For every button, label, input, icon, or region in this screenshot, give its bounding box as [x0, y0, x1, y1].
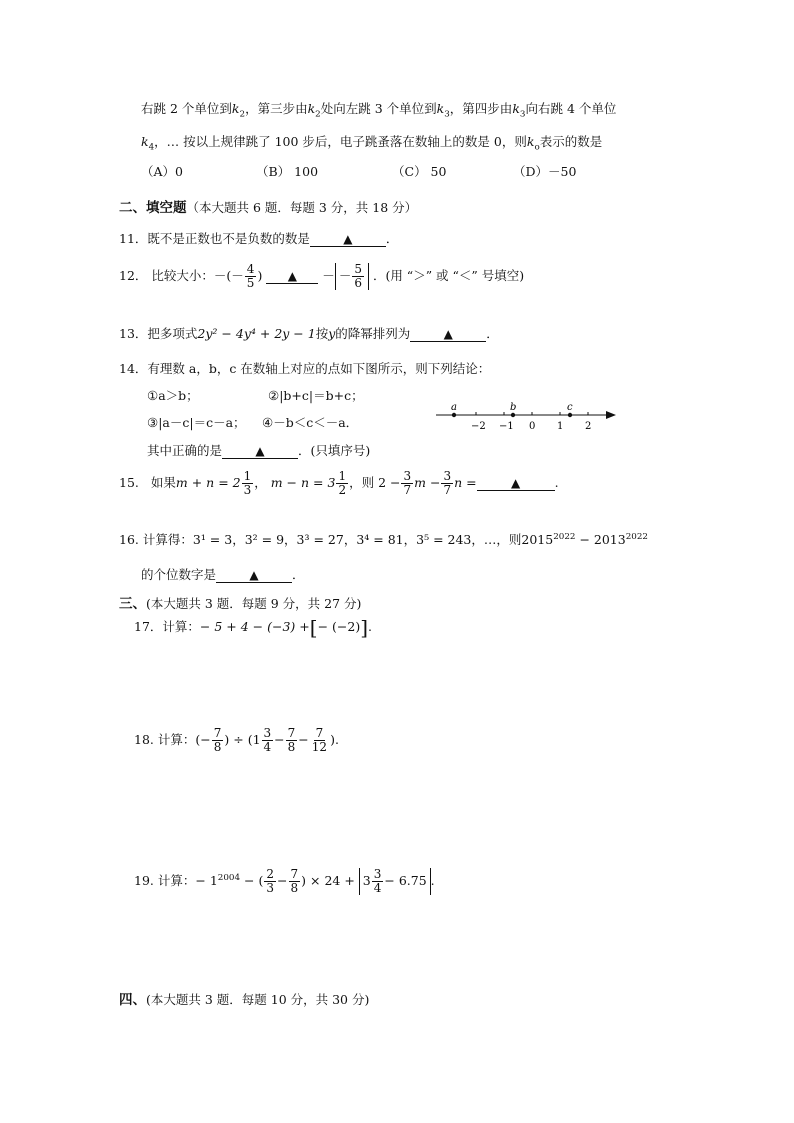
section-title: 二、填空题 [119, 200, 187, 216]
fraction: $\frac{7}{8}$ [287, 726, 296, 754]
section-title: 三、 [119, 596, 146, 612]
section-note: （本大题共 6 题．每题 3 分，共 18 分） [186, 200, 418, 215]
fraction: $\frac{3}{7}$ [443, 469, 452, 497]
option-c: （C） 50 [392, 164, 447, 179]
question-18: 18. 计算：(− $\frac{7}{8}$ ) ÷ (1 $\frac{3}{4}$ − $\frac{7}{8}$ − $\frac{7}{12}$ ). [134, 726, 339, 754]
polynomial: 2y² − 4y⁴ + 2y − 1 [197, 326, 316, 341]
answer-blank[interactable]: ▲ [222, 445, 298, 459]
q14-answer-line: 其中正确的是 ▲ ．(只填序号) [147, 443, 371, 458]
q16-line2: 的个位数字是 ▲ ． [141, 567, 305, 582]
section-title: 四、 [119, 992, 146, 1008]
q14-conclusion-4: ④－b＜c＜－a． [262, 415, 359, 430]
fraction: $\frac{2}{3}$ [266, 867, 275, 895]
fraction: $\frac{7}{8}$ [290, 867, 299, 895]
question-17: 17．计算：− 5 + 4 − (−3) +[− (−2)]. [134, 615, 372, 640]
tick-label: 0 [529, 421, 536, 432]
question-14: 14．有理数 a，b，c 在数轴上对应的点如下图所示，则下列结论： [119, 361, 491, 376]
tick-label: 2 [585, 421, 592, 432]
option-d: （D）－50 [513, 164, 577, 179]
option-a: （A）0 [141, 164, 183, 179]
question-13: 13．把多项式2y² − 4y⁴ + 2y − 1按y的降幂排列为 ▲ ． [119, 326, 499, 341]
absolute-value: 3 $\frac{3}{4}$ − 6.75 [359, 868, 431, 895]
answer-blank[interactable]: ▲ [477, 477, 555, 491]
question-15: 15. 如果m + n = 2 $\frac{1}{3}$ ， m − n = 3 $\frac{1}{2}$ ，则 2 − $\frac{3}{7}$ m − $\frac{3}{7}$ n = ▲ . [119, 469, 559, 497]
fraction: $\frac{3}{4}$ [263, 726, 272, 754]
expression: − 5 + 4 − (−3) + [199, 619, 310, 634]
fraction: $\frac{1}{2}$ [338, 469, 347, 497]
absolute-value: － $\frac{5}{6}$ [335, 263, 369, 290]
answer-blank[interactable]: ▲ [410, 328, 486, 342]
answer-blank[interactable]: ▲ [266, 270, 318, 284]
q14-conclusion-2: ②|b+c|＝b+c； [268, 388, 364, 403]
option-b: （B） 100 [256, 164, 319, 179]
fraction: $\frac{3}{7}$ [403, 469, 412, 497]
fraction: $\frac{1}{3}$ [243, 469, 252, 497]
section3-header [119, 592, 361, 612]
tick-label: −2 [471, 421, 486, 432]
point-a-label: a [451, 402, 457, 413]
answer-blank[interactable]: ▲ [310, 233, 386, 247]
tick-label: −1 [499, 421, 514, 432]
question-11: 11．既不是正数也不是负数的数是 ▲ ． [119, 231, 399, 246]
fraction: $\frac{7}{12}$ [311, 726, 328, 754]
question-19: 19. 计算：− $1^{2004}$ − ( $\frac{2}{3}$ − $\frac{7}{8}$ ) × 24 + 3 $\frac{3}{4}$ − 6.75 . [134, 867, 435, 895]
fraction: $\frac{3}{4}$ [373, 867, 382, 895]
fraction: $\frac{5}{6}$ [354, 262, 362, 290]
number-line [430, 398, 620, 438]
q14-conclusion-1: ①a＞b； [147, 388, 199, 403]
section4-header [119, 988, 369, 1008]
fraction: $\frac{7}{8}$ [213, 726, 222, 754]
section-note: (本大题共 3 题．每题 10 分，共 30 分) [146, 992, 370, 1007]
point-b-label: b [510, 402, 517, 413]
section-note: (本大题共 3 题．每题 9 分，共 27 分) [146, 596, 362, 611]
q10-line1: 右跳 2 个单位到$k_2$，第三步由$k_2$处向左跳 3 个单位到$k_3$，第四步由$k_3$向右跳 4 个单位 [141, 101, 617, 120]
q10-line2: $k_4$，… 按以上规律跳了 100 步后，电子跳蚤落在数轴上的数是 0，则$k_o$表示的数是 [141, 134, 603, 153]
answer-blank[interactable]: ▲ [216, 569, 292, 583]
q14-conclusion-3: ③|a－c|＝c－a； [147, 415, 246, 430]
question-16: 16. 计算得：3¹ = 3，3² = 9，3³ = 27，3⁴ = 81，3⁵ = 243，…，则$2015^{2022} - 2013^{2022}$ [119, 531, 648, 547]
point-c-label: c [567, 402, 573, 413]
fraction: $\frac{4}{5}$ [246, 262, 255, 290]
question-12: 12． 比较大小：－(－ $\frac{4}{5}$ ) ▲ － － $\frac{5}{6}$ ．(用 “＞” 或 “＜” 号填空) [119, 262, 525, 290]
section2-header [119, 196, 417, 216]
tick-label: 1 [557, 421, 564, 432]
